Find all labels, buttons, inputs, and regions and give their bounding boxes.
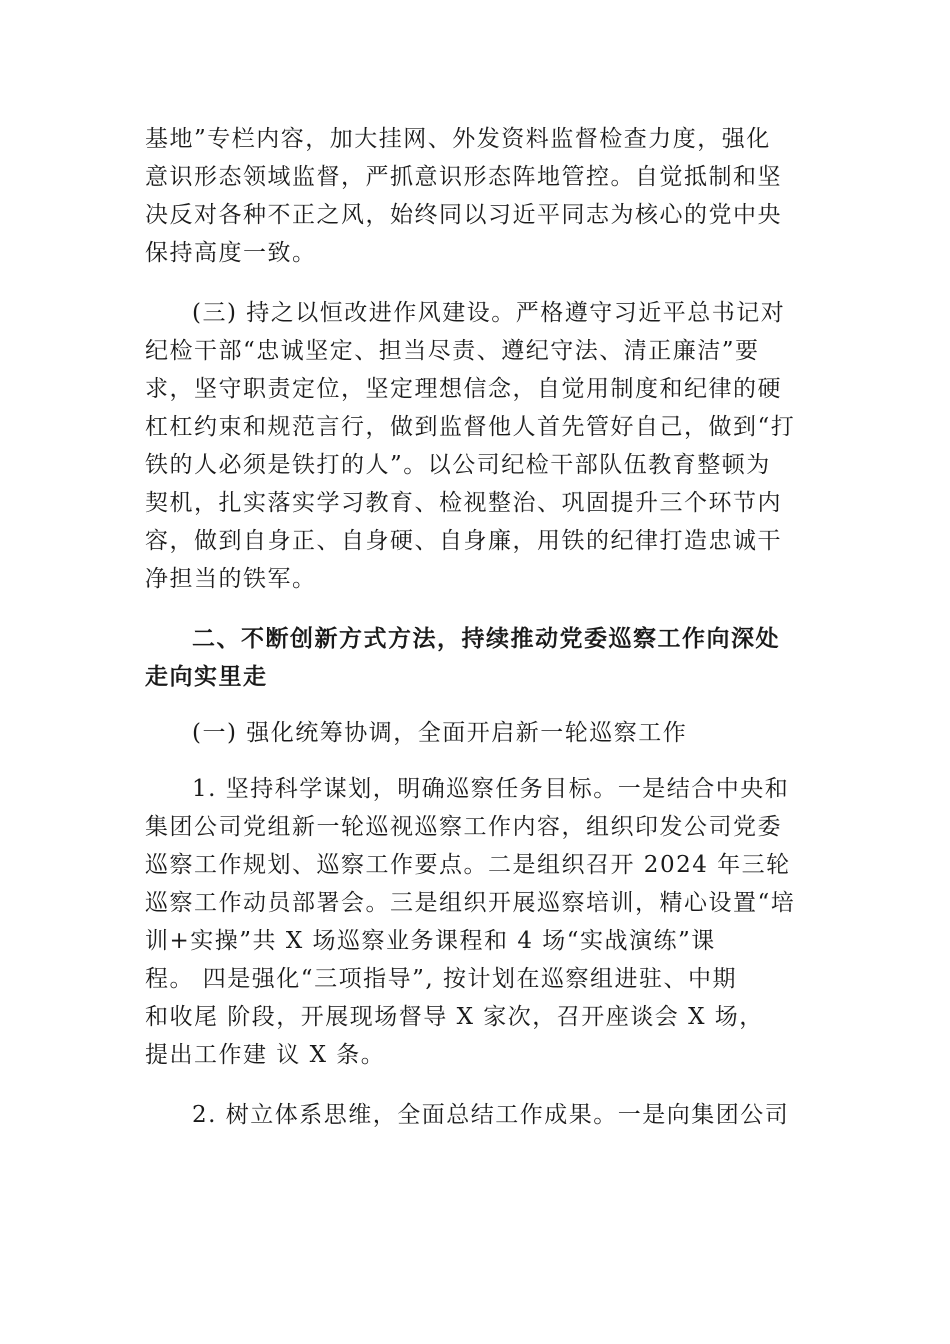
paragraph-line: 铁的人必须是铁打的人”。以公司纪检干部队伍教育整顿为 (145, 452, 771, 478)
heading-line: 二、不断创新方式方法，持续推动党委巡察工作向深处 (192, 626, 780, 652)
paragraph-summary (145, 1096, 810, 1134)
paragraph-line: 2. 树立体系思维，全面总结工作成果。一是向集团公司 (192, 1102, 790, 1128)
paragraph-line: 巡察工作动员部署会。三是组织开展巡察培训，精心设置“培 (145, 890, 796, 916)
paragraph-line: 1. 坚持科学谋划，明确巡察任务目标。一是结合中央和 (192, 776, 790, 802)
paragraph-planning (145, 770, 810, 1074)
paragraph-line: 和收尾 阶段，开展现场督导 X 家次，召开座谈会 X 场， (145, 1004, 764, 1030)
heading-line: 走向实里走 (145, 664, 268, 690)
paragraph-work-style (145, 294, 810, 598)
paragraph-line: 求，坚守职责定位，坚定理想信念，自觉用制度和纪律的硬 (145, 376, 782, 402)
paragraph-line: (三) 持之以恒改进作风建设。严格遵守习近平总书记对 (192, 300, 786, 326)
paragraph-line: 净担当的铁军。 (145, 566, 317, 592)
section-heading (145, 620, 810, 696)
subsection-heading (145, 714, 810, 752)
paragraph-line: 决反对各种不正之风，始终同以习近平同志为核心的党中央 (145, 202, 782, 228)
paragraph-line: 契机，扎实落实学习教育、检视整治、巩固提升三个环节内 (145, 490, 782, 516)
paragraph-line: 集团公司党组新一轮巡视巡察工作内容，组织印发公司党委 (145, 814, 782, 840)
paragraph-line: 保持高度一致。 (145, 240, 317, 266)
paragraph-line: 程。 四是强化“三项指导”, 按计划在巡察组进驻、中期 (145, 966, 737, 992)
paragraph-line: 纪检干部“忠诚坚定、担当尽责、遵纪守法、清正廉洁”要 (145, 338, 760, 364)
paragraph-line: 杠杠约束和规范言行，做到监督他人首先管好自己，做到“打 (145, 414, 796, 440)
document-page (145, 120, 810, 1134)
paragraph-line: 训+实操”共 X 场巡察业务课程和 4 场“实战演练”课 (145, 928, 716, 954)
paragraph-line: 意识形态领域监督，严抓意识形态阵地管控。自觉抵制和坚 (145, 164, 782, 190)
paragraph-ideology-continued (145, 120, 810, 272)
paragraph-line: 巡察工作规划、巡察工作要点。二是组织召开 2024 年三轮 (145, 852, 791, 878)
paragraph-line: 容，做到自身正、自身硬、自身廉，用铁的纪律打造忠诚干 (145, 528, 782, 554)
paragraph-line: 提出工作建 议 X 条。 (145, 1042, 386, 1068)
paragraph-line: 基地”专栏内容，加大挂网、外发资料监督检查力度，强化 (145, 126, 771, 152)
subheading-line: (一) 强化统筹协调，全面开启新一轮巡察工作 (192, 720, 688, 746)
